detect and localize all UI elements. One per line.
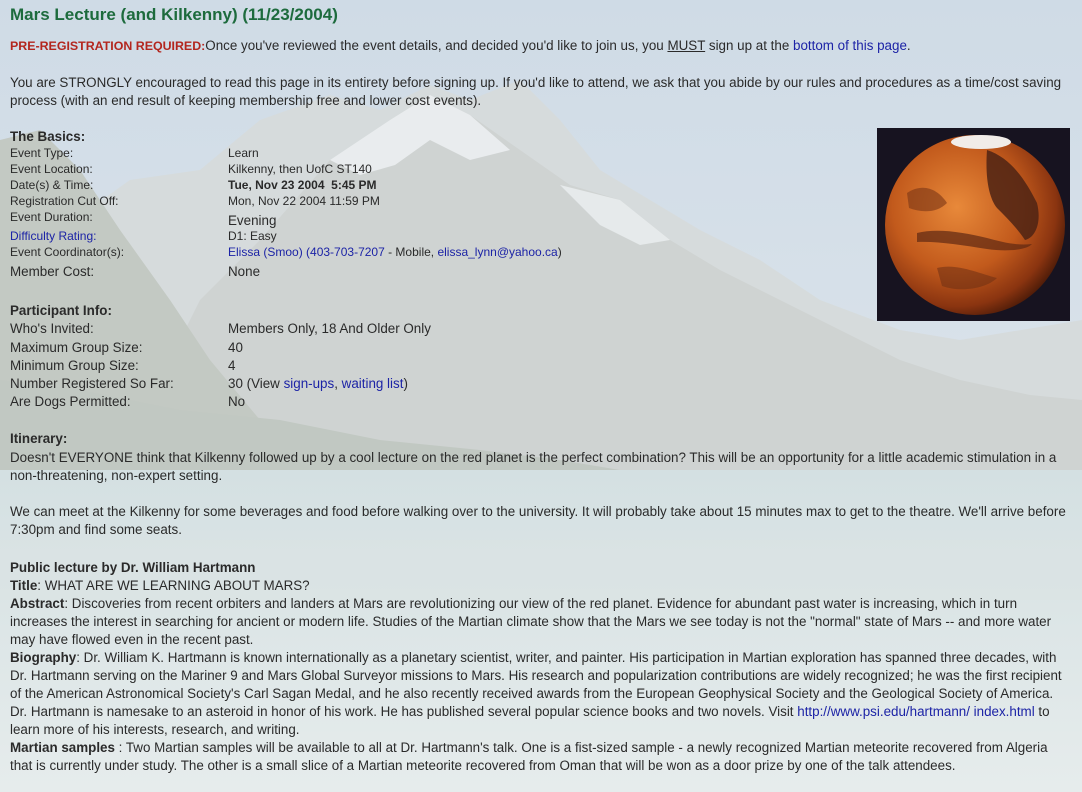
registered-comma: , [334, 376, 342, 391]
coordinator-value [228, 245, 562, 259]
event-type-value: Learn [228, 146, 259, 160]
mars-planet-icon [877, 128, 1070, 321]
itinerary-paragraph-2: We can meet at the Kilkenny for some beverages and food before walking over to the university. It will probably take about 15 minutes max to get to the theatre. We'll arrive before 7:30pm and find some seats. [10, 504, 1066, 537]
member-cost-value: None [228, 264, 261, 279]
dogs-label: Are Dogs Permitted: [10, 394, 131, 409]
itinerary-paragraph-1: Doesn't EVERYONE think that Kilkenny followed up by a cool lecture on the red planet is the perfect combination? This will be an opportunity for a little academic stimulation in a non-threatening, non-expert setting. [10, 450, 1057, 483]
duration-label: Event Duration: [10, 210, 93, 224]
difficulty-row [10, 229, 870, 246]
prereg-text-a: Once you've reviewed the event details, and decided you'd like to join us, you [205, 38, 668, 53]
prereg-notice [10, 37, 1070, 55]
registered-prefix: 30 (View [228, 376, 284, 391]
biography-label: Biography [10, 650, 77, 665]
coordinator-close: ) [557, 245, 562, 259]
lecture-heading: Public lecture by Dr. William Hartmann [10, 560, 256, 575]
coordinator-phone-link[interactable]: (403-703-7207 [306, 245, 385, 259]
invited-value: Members Only, 18 And Older Only [228, 321, 431, 336]
must-emphasis: MUST [667, 38, 706, 53]
waiting-list-link[interactable]: waiting list [341, 376, 404, 391]
invited-row [10, 321, 870, 338]
samples-label: Martian samples [10, 740, 115, 755]
lecture-title-text: : WHAT ARE WE LEARNING ABOUT MARS? [37, 578, 310, 593]
dogs-value: No [228, 394, 246, 409]
intro-paragraph: You are STRONGLY encouraged to read this page in its entirety before signing up. If you'd like to attend, we ask that you abide by our rules and procedures as a time/cost saving process (with an end result of keeping membership free and lower cost events). [10, 75, 1062, 108]
lecture-biography [10, 649, 1072, 739]
difficulty-rating-link[interactable]: Difficulty Rating: [10, 229, 97, 243]
registered-row [10, 376, 870, 393]
prereg-label: PRE-REGISTRATION REQUIRED: [10, 39, 206, 53]
event-location-label: Event Location: [10, 162, 93, 176]
coordinator-name-link[interactable]: Elissa (Smoo) [228, 245, 303, 259]
datetime-label: Date(s) & Time: [10, 178, 94, 192]
datetime-row [10, 178, 870, 195]
participant-heading: Participant Info: [10, 303, 112, 318]
event-location-row [10, 162, 870, 179]
martian-samples [10, 739, 1072, 775]
coordinator-label: Event Coordinator(s): [10, 245, 125, 259]
member-cost-label: Member Cost: [10, 264, 95, 279]
event-type-row [10, 146, 870, 163]
lecture-title [10, 577, 1072, 595]
prereg-text-b: sign up at the [705, 38, 793, 53]
coordinator-email-link[interactable]: elissa_lynn@yahoo.ca [437, 245, 558, 259]
duration-value: Evening [228, 213, 277, 228]
lecture-title-label: Title [10, 578, 38, 593]
samples-text: : Two Martian samples will be available to all at Dr. Hartmann's talk. One is a fist-sized sample - a newly recognized Martian meteorite recovered from Algeria that is currently under study. The other is a small slice of a Martian meteorite recovered from Oman that will be won as a door prize by one of the talk attendees. [10, 740, 1048, 773]
mars-image [877, 128, 1070, 321]
coordinator-row [10, 245, 870, 262]
coordinator-mobile-text: - Mobile, [384, 245, 438, 259]
cutoff-label: Registration Cut Off: [10, 194, 119, 208]
member-cost-row [10, 264, 870, 281]
lecture-section [10, 559, 1072, 775]
prereg-text-c: . [906, 38, 911, 53]
cutoff-value: Mon, Nov 22 2004 11:59 PM [228, 194, 380, 208]
registered-label: Number Registered So Far: [10, 376, 174, 391]
page-title: Mars Lecture (and Kilkenny) (11/23/2004) [10, 5, 338, 24]
signups-link[interactable]: sign-ups [283, 376, 335, 391]
registered-suffix: ) [403, 376, 408, 391]
itinerary-heading: Itinerary: [10, 431, 68, 446]
max-group-row [10, 340, 870, 357]
biography-text: : Dr. William K. Hartmann is known internationally as a planetary scientist, writer, and painter. His participation in Martian exploration has spanned three decades, with Dr. Hartmann serving on the Mariner 9 and Mars Global Surveyor missions to Mars. His research and popularization contributions are widely recognized; he was the first recipient of the American Astronomical Society's Carl Sagan Medal, and he also recently received awards from the European Geophysical Society and the Geological Society of America. Dr. Hartmann is namesake to an asteroid in honor of his work. He has published several popular science books and two novels. Visit [10, 650, 1062, 719]
difficulty-value: D1: Easy [228, 229, 277, 243]
max-group-label: Maximum Group Size: [10, 340, 143, 355]
lecture-abstract [10, 595, 1072, 649]
invited-label: Who's Invited: [10, 321, 94, 336]
datetime-value: Tue, Nov 23 2004 5:45 PM [228, 178, 377, 192]
min-group-row [10, 358, 870, 375]
abstract-text: : Discoveries from recent orbiters and landers at Mars are revolutionizing our view of the red planet. Evidence for abundant past water is increasing, which in turn increases the interest in searching for ancient or modern life. Studies of the Martian climate show that the Mars we see today is not the "normal" state of Mars -- and more water may have flowed even in the recent past. [10, 596, 1052, 647]
min-group-label: Minimum Group Size: [10, 358, 139, 373]
registered-value [228, 376, 408, 391]
hartmann-website-link[interactable]: http://www.psi.edu/hartmann/ index.html [797, 704, 1035, 719]
biography-after: to learn more of his interests, research, and writing. [10, 704, 1050, 737]
dogs-row [10, 394, 870, 411]
event-type-label: Event Type: [10, 146, 74, 160]
duration-row [10, 210, 870, 227]
cutoff-row [10, 194, 870, 211]
basics-heading: The Basics: [10, 129, 86, 144]
event-location-value: Kilkenny, then UofC ST140 [228, 162, 372, 176]
min-group-value: 4 [228, 358, 236, 373]
bottom-of-page-link[interactable]: bottom of this page [793, 38, 907, 53]
abstract-label: Abstract [10, 596, 65, 611]
max-group-value: 40 [228, 340, 243, 355]
